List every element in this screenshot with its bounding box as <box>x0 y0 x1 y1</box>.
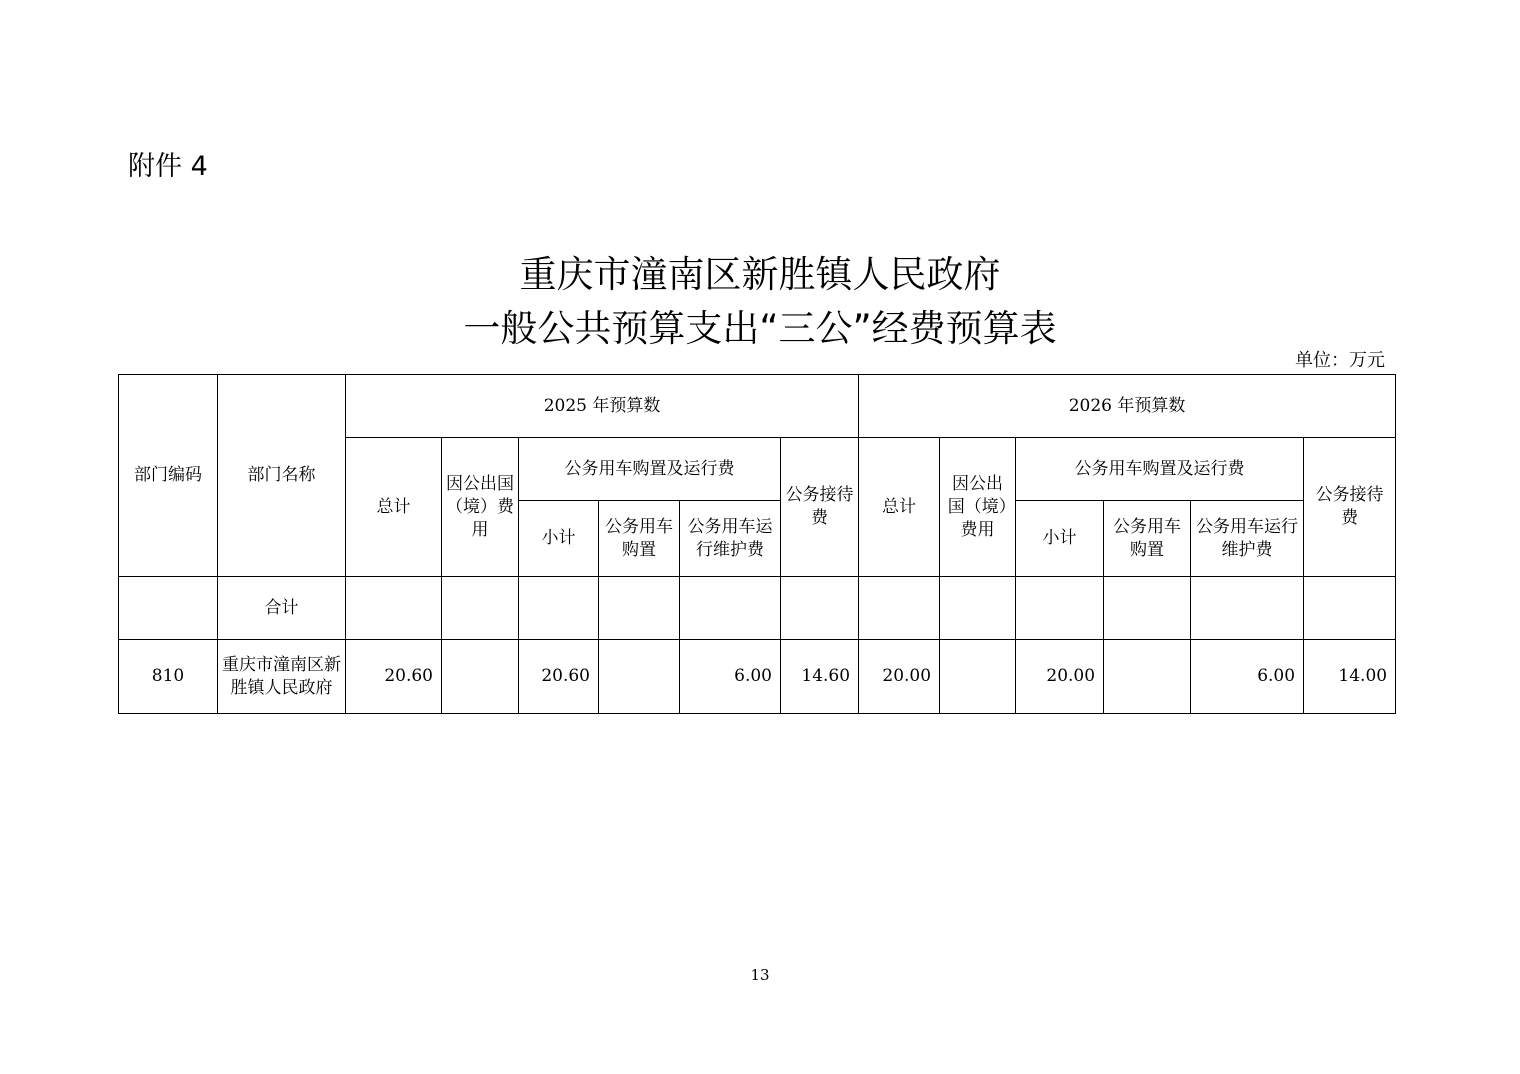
cell-code <box>119 577 218 640</box>
cell-2026-abroad <box>940 640 1016 714</box>
cell-name: 合计 <box>218 577 346 640</box>
document-title-line1: 重庆市潼南区新胜镇人民政府 <box>519 253 1001 296</box>
header-2026-abroad: 因公出国（境）费用 <box>940 438 1016 577</box>
cell-2025-subtotal <box>519 577 599 640</box>
attachment-label: 附件 4 <box>128 151 208 182</box>
cell-2026-subtotal <box>1016 577 1104 640</box>
cell-2025-abroad <box>442 577 519 640</box>
header-2026-vehicle-operation: 公务用车运行维护费 <box>1191 501 1304 577</box>
header-dept-name: 部门名称 <box>218 375 346 577</box>
header-2026-total: 总计 <box>859 438 940 577</box>
cell-2026-operation <box>1191 577 1304 640</box>
cell-2026-reception: 14.00 <box>1304 640 1396 714</box>
cell-2025-operation <box>680 577 781 640</box>
cell-2025-subtotal: 20.60 <box>519 640 599 714</box>
table-row-total <box>119 577 1396 640</box>
unit-label: 单位：万元 <box>1295 350 1385 371</box>
cell-2026-purchase <box>1104 640 1191 714</box>
cell-2026-abroad <box>940 577 1016 640</box>
header-2025-subtotal: 小计 <box>519 501 599 577</box>
cell-2025-purchase <box>599 577 680 640</box>
header-2026-subtotal: 小计 <box>1016 501 1104 577</box>
header-2026-vehicle-group: 公务用车购置及运行费 <box>1016 438 1304 501</box>
header-row-1 <box>119 375 1396 438</box>
cell-2025-reception: 14.60 <box>781 640 859 714</box>
header-year-2026: 2026 年预算数 <box>859 375 1396 438</box>
cell-2026-total: 20.00 <box>859 640 940 714</box>
header-2025-vehicle-purchase: 公务用车购置 <box>599 501 680 577</box>
page-number: 13 <box>750 966 770 984</box>
header-2025-vehicle-group: 公务用车购置及运行费 <box>519 438 781 501</box>
cell-2026-subtotal: 20.00 <box>1016 640 1104 714</box>
cell-2026-operation: 6.00 <box>1191 640 1304 714</box>
cell-2025-total: 20.60 <box>346 640 442 714</box>
header-2025-total: 总计 <box>346 438 442 577</box>
cell-2026-purchase <box>1104 577 1191 640</box>
cell-2025-purchase <box>599 640 680 714</box>
header-2025-reception: 公务接待费 <box>781 438 859 577</box>
cell-2026-total <box>859 577 940 640</box>
table-row <box>119 640 1396 714</box>
cell-2025-abroad <box>442 640 519 714</box>
header-dept-code: 部门编码 <box>119 375 218 577</box>
header-2026-reception: 公务接待费 <box>1304 438 1396 577</box>
header-2025-vehicle-operation: 公务用车运行维护费 <box>680 501 781 577</box>
cell-name: 重庆市潼南区新胜镇人民政府 <box>218 640 346 714</box>
cell-2025-reception <box>781 577 859 640</box>
document-title-line2: 一般公共预算支出“三公”经费预算表 <box>463 307 1057 350</box>
header-2025-abroad: 因公出国（境）费用 <box>442 438 519 577</box>
cell-2025-operation: 6.00 <box>680 640 781 714</box>
cell-2026-reception <box>1304 577 1396 640</box>
budget-table <box>118 374 1396 714</box>
cell-code: 810 <box>119 640 218 714</box>
header-year-2025: 2025 年预算数 <box>346 375 859 438</box>
header-2026-vehicle-purchase: 公务用车购置 <box>1104 501 1191 577</box>
cell-2025-total <box>346 577 442 640</box>
